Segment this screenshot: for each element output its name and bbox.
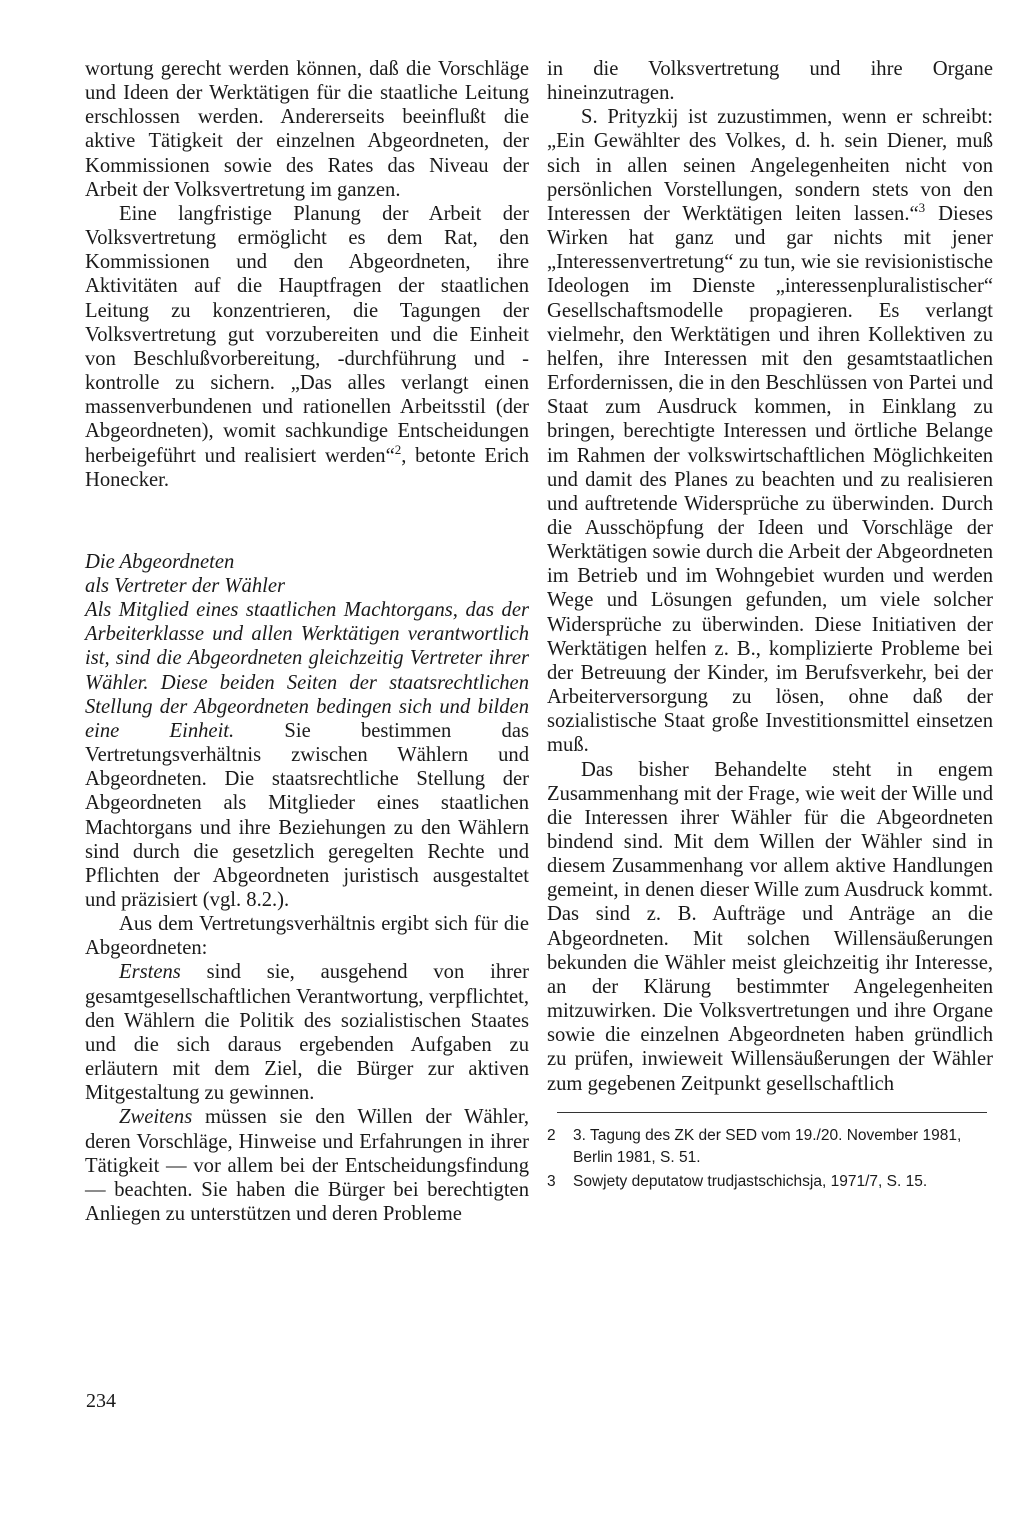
paragraph-text: Eine langfristige Planung der Arbeit der Volksvertretung ermöglicht es dem Rat, den Kommissionen und den Abgeordneten, ihre Aktivitäten auf die Hauptfragen der staatlichen Leitung zu konzentrieren, die Tagungen der Volksvertretung gut vorzubereiten und die Einheit von Beschlußvorbereitung, -durchführung und -kontrolle zu sichern. „Das alles verlangt einen massenverbundenen und rationellen Arbeitsstil (der Abgeordneten), womit sachkundige Entscheidungen herbeigeführt und realisiert werden“ (85, 202, 529, 467)
paragraph-planning (85, 202, 529, 492)
footnote-text: 3. Tagung des ZK der SED vom 19./20. November 1981, Berlin 1981, S. 51. (573, 1126, 962, 1166)
section-gap (85, 492, 529, 550)
paragraph-first (85, 960, 529, 1105)
paragraph-text: S. Prityzkij ist zuzustimmen, wenn er schreibt: „Ein Gewählter des Volkes, d. h. sein Diener, muß sich in allen seinen Angelegenheiten nicht von persönlichen Vorstellungen, sondern stets von den Interessen der Werktätigen leiten lassen.“ (547, 106, 993, 225)
footnote-divider (557, 1112, 987, 1113)
footnote-number: 3 (547, 1172, 556, 1190)
footnote-number: 2 (547, 1126, 556, 1144)
paragraph-text: Dieses Wirken hat ganz und gar nichts mit jener „Interessenvertretung“ zu tun, wie sie revisionistische Ideologen im Dienste „interessenpluralistischer“ Gesellschaftsmodelle propagieren. Es verlangt vielmehr, den Werktätigen und ihren Kollektiven zu helfen, ihre Interessen mit den gesamtstaatlichen Erfordernissen, die in den Beschlüssen von Partei und Staat zum Ausdruck kommen, in Einklang zu bringen, berechtigte Interessen und örtliche Belange im Rahmen der volkswirtschaftlichen Möglichkeiten und damit des Planes zu beachten und zu realisieren und auftretende Widersprüche zu überwinden. Durch die Ausschöpfung der Ideen und Vorschläge der Werktätigen sowie durch die Arbeit der Abgeordneten im Betrieb und im Wohngebiet wurden und werden Wege und Lösungen gefunden, um viele solcher Widersprüche zu überwinden. Diese Initiativen der Werktätigen helfen z. B., komplizierte Probleme bei der Betreuung der Kinder, im Berufsverkehr, bei der Arbeiterversorgung zu lösen, ohne daß der sozialistische Staat große Investitionsmittel einsetzen muß. (547, 202, 993, 757)
italic-lead-text: Als Mitglied eines staatlichen Machtorgans, das der Arbeiterklasse und allen Werktätigen verantwortlich ist, sind die Abgeordneten gleichzeitig Vertreter ihrer Wähler. Diese beiden Seiten der staatsrechtlichen Stellung der Abgeordneten bedingen sich und bilden eine Einheit. (85, 599, 529, 742)
paragraph-prityzkij (547, 105, 993, 757)
second-label: Zweitens (119, 1106, 193, 1129)
section-heading-line-1: Die Abgeordneten (85, 550, 235, 573)
footnote (547, 1125, 993, 1169)
paragraph-representatives (85, 598, 529, 912)
section-heading-line-2: als Vertreter der Wähler (85, 574, 285, 597)
paragraph-second (85, 1105, 529, 1226)
right-column (547, 57, 993, 1195)
footnote-ref-3: 3 (918, 200, 926, 216)
paragraph-text: sind sie, ausgehend von ihrer gesamtgesellschaftlichen Verantwortung, verpflichtet, den Wählern die Politik des sozialistischen Staates und die sich daraus ergebenden Aufgaben zu erläutern mit dem Ziel, die Bürger zur aktiven Mitgestaltung zu gewinnen. (85, 961, 529, 1105)
paragraph-continuation: in die Volksvertretung und ihre Organe hineinzutragen. (547, 58, 993, 105)
paragraph-text: Sie bestimmen das Vertretungsverhältnis zwischen Wählern und Abgeordneten. Die staatsrechtliche Stellung der Abgeordneten als Mitglieder eines staatlichen Machtorgans und ihre Beziehungen zu den Wählern sind durch die gesetzlich geregelten Rechte und Pflichten der Abgeordneten juristisch ausgestaltet und präzisiert (vgl. 8.2.). (85, 719, 529, 911)
page-number: 234 (86, 1390, 116, 1412)
footnote-text: Sowjety deputatow trudjastschichsja, 1971/7, S. 15. (573, 1172, 928, 1190)
paragraph-continuation: wortung gerecht werden können, daß die Vorschläge und Ideen der Werktätigen für die staatliche Leitung erschlossen werden. Andererseits beeinflußt die aktive Tätigkeit der einzelnen Abgeordneten, der Kommissionen sowie des Rates das Niveau der Arbeit der Volksvertretung im ganzen. (85, 58, 529, 201)
left-column (85, 57, 529, 1226)
first-label: Erstens (119, 961, 181, 984)
paragraph-relation: Aus dem Vertretungsverhältnis ergibt sich für die Abgeordneten: (85, 913, 529, 960)
footnote-ref-2: 2 (394, 441, 402, 457)
paragraph-closing: , betonte Erich Honecker. (85, 444, 529, 491)
paragraph-text: müssen sie den Willen der Wähler, deren Vorschläge, Hinweise und Erfahrungen in ihrer Tätigkeit — vor allem bei der Entscheidungsfindung — beachten. Sie haben die Bürger bei berechtigten Anliegen zu unterstützen und deren Probleme (85, 1106, 529, 1226)
paragraph-will-of-voters: Das bisher Behandelte steht in engem Zusammenhang mit der Frage, wie weit der Wille und die Interessen ihrer Wähler für die Abgeordneten bindend sind. Mit dem Willen der Wähler sind in diesem Zusammenhang vor allem aktive Handlungen gemeint, in denen dieser Wille zum Ausdruck kommt. Das sind z. B. Aufträge und Anträge an die Abgeordneten. Mit solchen Willensäußerungen bekunden die Wähler meist gleichzeitig ihr Interesse, an der Klärung bestimmter Angelegenheiten mitzuwirken. Die Volksvertretungen und ihre Organe sowie die einzelnen Abgeordneten haben gründlich zu prüfen, inwieweit Willensäußerungen der Wähler zum gegebenen Zeitpunkt gesellschaftlich (547, 758, 993, 1095)
footnote (547, 1171, 993, 1193)
